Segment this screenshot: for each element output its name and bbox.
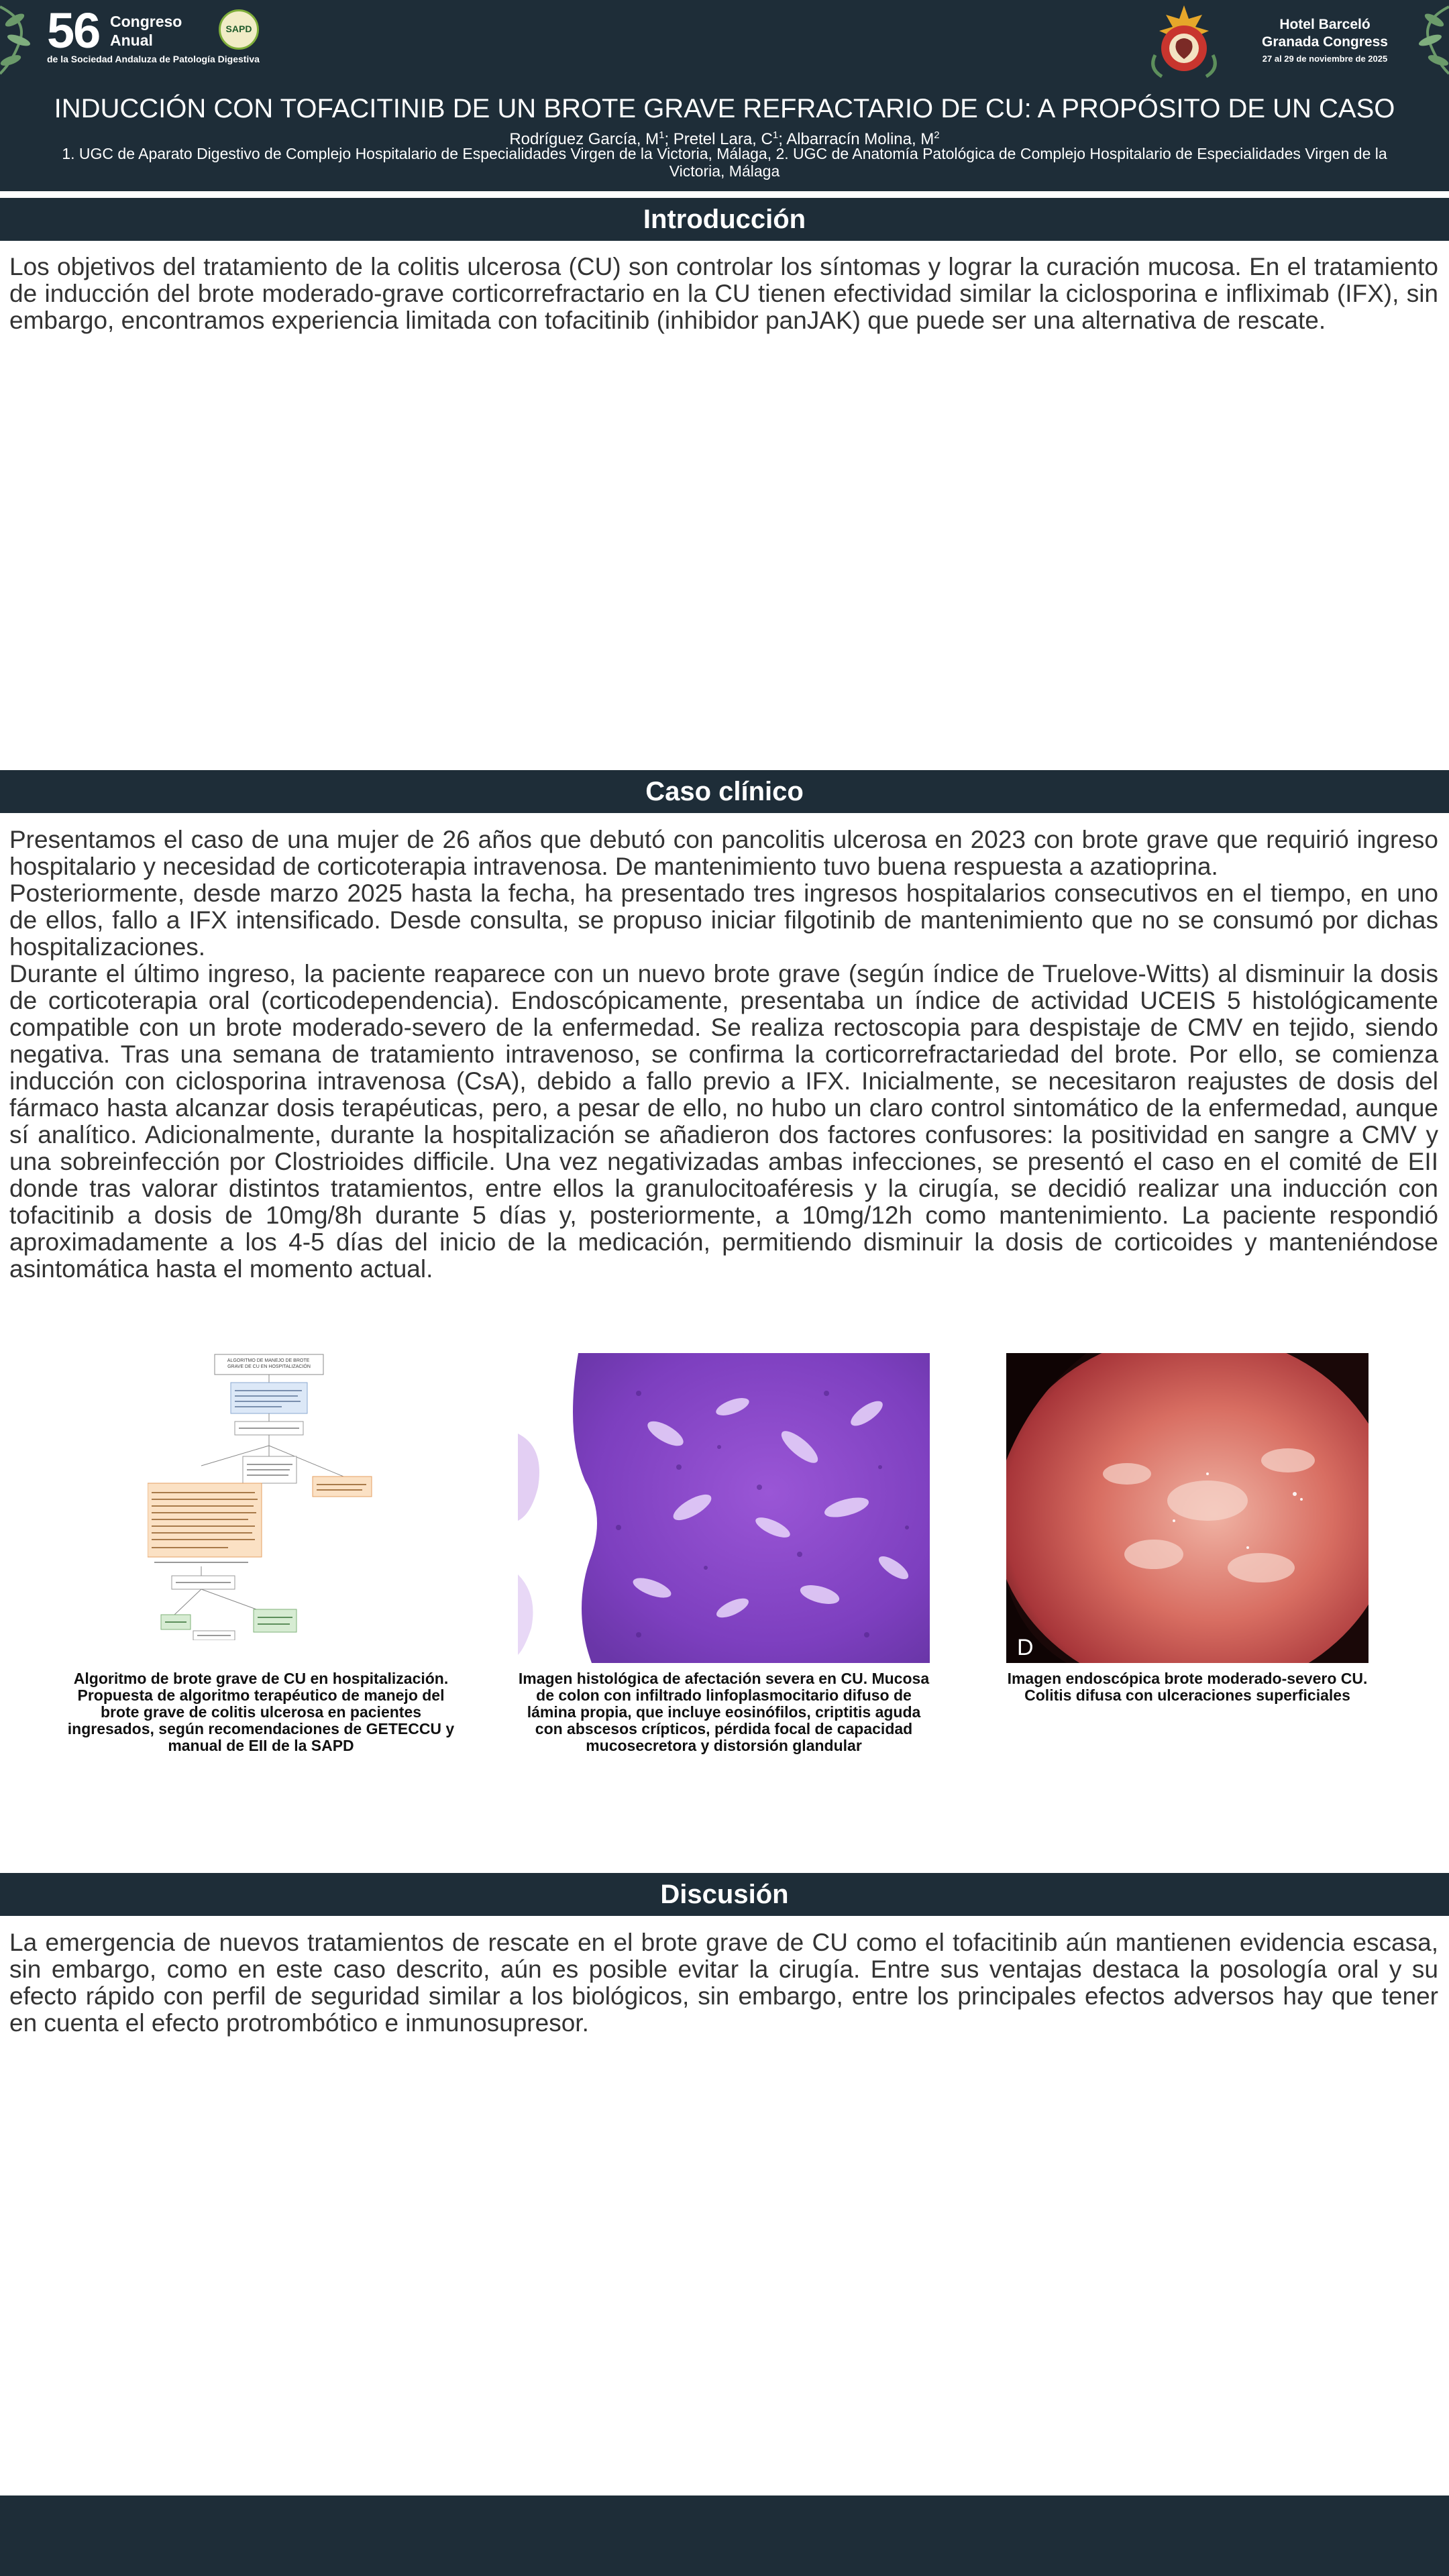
algorithm-top-box-text: ALGORITMO DE MANEJO DE BROTE GRAVE DE CU EN HOSPITALIZACIÓN — [227, 1358, 311, 1369]
endoscopy-caption: Imagen endoscópica brote moderado-severo CU. Colitis difusa con ulceraciones superficiales — [1007, 1670, 1368, 1704]
section-heading-introduccion: Introducción — [0, 198, 1449, 241]
poster-title: INDUCCIÓN CON TOFACITINIB DE UN BROTE GRAVE REFRACTARIO DE CU: A PROPÓSITO DE UN CASO — [54, 94, 1395, 123]
endoscopy-image — [1006, 1353, 1368, 1663]
granada-emblem-icon — [1142, 1, 1226, 85]
author-name: Pretel Lara, C — [673, 130, 773, 148]
discussion-paragraph: La emergencia de nuevos tratamientos de rescate en el brote grave de CU como el tofacitinib aún mantienen evidencia escasa, sin embargo, como en este caso descrito, aún es posible evitar la cirugía. Entre sus ventajas destaca la posología oral y su efecto rápido con perfil de seguridad similar a los biológicos, sin embargo, entre los principales efectos adversos hay que tener en cuenta el efecto protrombótico e inmunosupresor. — [9, 1929, 1438, 2037]
treatment-algorithm-diagram — [148, 1352, 376, 1640]
congress-dates: 27 al 29 de noviembre de 2025 — [1262, 54, 1388, 64]
society-name: de la Sociedad Andaluza de Patología Digestiva — [47, 54, 260, 64]
congress-word: Congreso — [110, 13, 182, 30]
sapd-logo-text: SAPD — [225, 23, 252, 34]
sapd-logo — [219, 9, 259, 50]
intro-paragraph: Los objetivos del tratamiento de la colitis ulcerosa (CU) son controlar los síntomas y lograr la curación mucosa. En el tratamiento de inducción del brote moderado-grave corticorrefractario en la CU tienen efectividad similar la ciclosporina e infliximab (IFX), sin embargo, encontramos experiencia limitada con tofacitinib (inhibidor panJAK) que puede ser una alternativa de rescate. — [9, 253, 1438, 334]
histology-image — [518, 1353, 930, 1663]
congress-annual-word: Anual — [110, 32, 153, 49]
poster-footer — [0, 2496, 1449, 2576]
congress-number: 56 — [47, 3, 100, 58]
case-paragraph: Posteriormente, desde marzo 2025 hasta la fecha, ha presentado tres ingresos hospitalarios consecutivos en el tiempo, en uno de ellos, fallo a IFX intensificado. Desde consulta, se propuso iniciar filgotinib de mantenimiento que no se consumó por dichas hospitalizaciones. — [9, 879, 1438, 961]
endoscopy-corner-letter: D — [1017, 1635, 1034, 1660]
author-name: Rodríguez García, M — [509, 130, 659, 148]
leaf-decoration-right-icon — [1409, 0, 1449, 80]
author-affiliation-number: 1 — [659, 129, 665, 141]
hotel-venue: Granada Congress — [1262, 34, 1388, 50]
author-name: Albarracín Molina, M — [786, 130, 934, 148]
poster-header — [0, 0, 1449, 191]
intro-text — [9, 254, 1438, 334]
author-affiliation-number: 1 — [772, 129, 779, 141]
hotel-name: Hotel Barceló — [1279, 17, 1371, 32]
author-separator: ; — [778, 130, 787, 148]
affiliations: 1. UGC de Aparato Digestivo de Complejo Hospitalario de Especialidades Virgen de la Victoria, Málaga, 2. UGC de Anatomía Patológica de Complejo Hospitalario de Especialidades Virgen de la Victoria, Málaga — [62, 145, 1387, 180]
case-text — [9, 826, 1438, 1283]
case-paragraph: Presentamos el caso de una mujer de 26 años que debutó con pancolitis ulcerosa en 2023 con brote grave que requirió ingreso hospitalario y necesidad de corticoterapia intravenosa. De mantenimiento tuvo buena respuesta a azatioprina. — [9, 826, 1438, 880]
leaf-decoration-left-icon — [0, 0, 40, 80]
case-paragraph: Durante el último ingreso, la paciente reaparece con un nuevo brote grave (según índice de Truelove-Witts) al disminuir la dosis de corticoterapia oral (corticodependencia). Endoscópicamente, presentaba un índice de actividad UCEIS 5 histológicamente compatible con un brote moderado-severo de la enfermedad. Se realiza rectoscopia para despistaje de CMV en tejido, siendo negativa. Tras una semana de tratamiento intravenoso, se confirma la corticorrefractariedad del brote. Por ello, se comienza inducción con ciclosporina intravenosa (CsA), debido a fallo previo a IFX. Inicialmente, se necesitaron reajustes de dosis del fármaco hasta alcanzar dosis terapéuticas, pero, a pesar de ello, no hubo un claro control sintomático de la enfermedad, aunque sí analítico. Adicionalmente, durante la hospitalización se añadieron dos factores confusores: la positividad en sangre a CMV y una sobreinfección por Clostrioides difficile. Una vez negativizadas ambas infecciones, se presentó el caso en el comité de EII donde tras valorar distintos tratamientos, entre ellos la granulocitoaféresis y la cirugía, se decidió realizar una inducción con tofacitinib a dosis de 10mg/8h durante 5 días y, posteriormente, a 10mg/12h como mantenimiento. La paciente respondió aproximadamente a los 4-5 días del inicio de la medicación, permitiendo disminuir la dosis de corticoides y manteniéndose asintomática hasta el momento actual. — [9, 960, 1438, 1283]
section-heading-caso-clinico: Caso clínico — [0, 770, 1449, 813]
algorithm-caption: Algoritmo de brote grave de CU en hospitalización. Propuesta de algoritmo terapéutico de manejo del brote grave de colitis ulcerosa en pacientes ingresados, según recomendaciones de GETECCU y manual de EII de la SAPD — [67, 1670, 455, 1754]
author-separator: ; — [664, 130, 674, 148]
discussion-text — [9, 1929, 1438, 2037]
author-affiliation-number: 2 — [934, 129, 940, 141]
histology-caption: Imagen histológica de afectación severa en CU. Mucosa de colon con infiltrado linfoplasmocitario difuso de lámina propia, que incluye eosinófilos, criptitis aguda con abscesos crípticos, pérdida focal de capacidad mucosecretora y distorsión glandular — [518, 1670, 930, 1754]
section-heading-discusion: Discusión — [0, 1873, 1449, 1916]
